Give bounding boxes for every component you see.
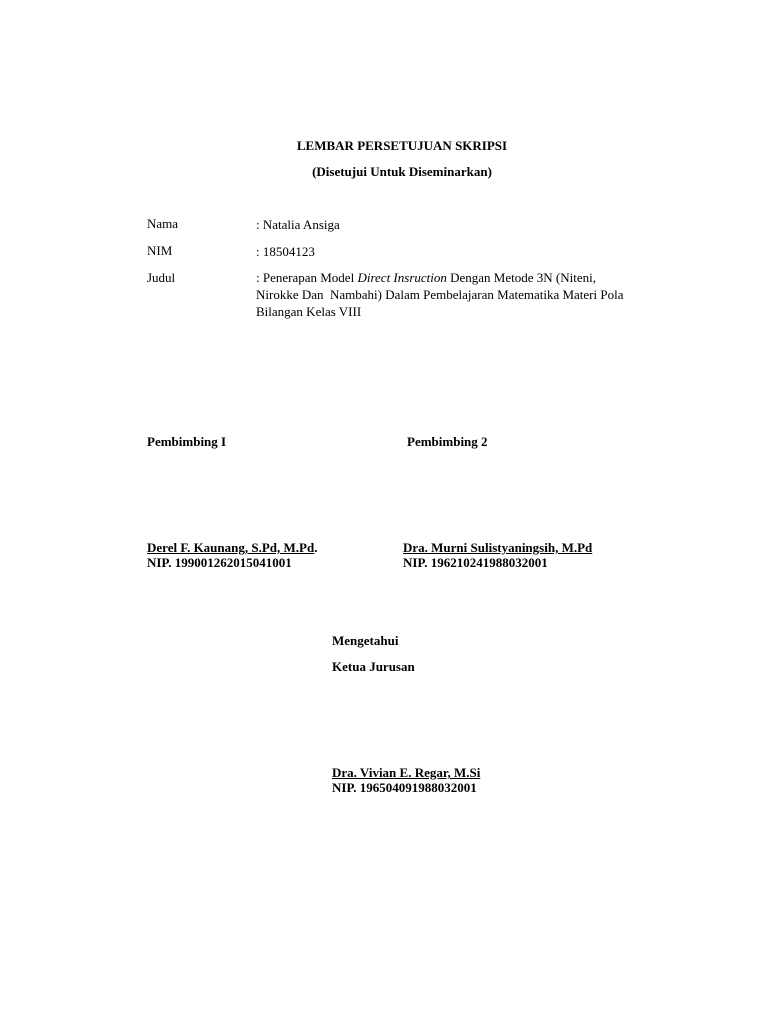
pembimbing-1-name-line — [147, 540, 317, 556]
judul-line-1 — [256, 269, 676, 286]
mengetahui-label: Mengetahui — [332, 633, 399, 648]
judul-prefix: : Penerapan Model — [256, 270, 358, 285]
pembimbing-2-name: Dra. Murni Sulistyaningsih, M.Pd — [403, 540, 593, 555]
pembimbing-1-name: Derel F. Kaunang, S.Pd, M.Pd — [147, 540, 315, 555]
ketua-name: Dra. Vivian E. Regar, M.Si — [332, 765, 481, 780]
page-subtitle: (Disetujui Untuk Diseminarkan) — [312, 164, 492, 179]
judul-italic: Direct Insruction — [357, 270, 447, 285]
pembimbing-2-nip: NIP. 196210241988032001 — [403, 555, 548, 570]
judul-line-2: Nirokke Dan Nambahi) Dalam Pembelajaran Matematika Materi Pola — [256, 287, 624, 302]
page-title: LEMBAR PERSETUJUAN SKRIPSI — [296, 138, 508, 153]
nama-label: Nama — [147, 216, 179, 231]
nim-value: : 18504123 — [256, 244, 315, 259]
judul-line1-rest: Dengan Metode 3N (Niteni, — [446, 270, 596, 285]
pembimbing-1-nip: NIP. 199001262015041001 — [147, 555, 292, 570]
judul-value — [256, 269, 676, 320]
pembimbing-1-heading: Pembimbing I — [147, 434, 227, 449]
nama-value: : Natalia Ansiga — [256, 217, 340, 232]
judul-line-3: Bilangan Kelas VIII — [256, 304, 362, 319]
pembimbing-2-heading: Pembimbing 2 — [407, 434, 488, 449]
judul-label: Judul — [147, 270, 176, 285]
ketua-nip: NIP. 196504091988032001 — [332, 780, 477, 795]
nim-label: NIM — [147, 243, 173, 258]
pembimbing-1-name-suffix: . — [314, 540, 318, 555]
ketua-jurusan-label: Ketua Jurusan — [332, 659, 415, 674]
